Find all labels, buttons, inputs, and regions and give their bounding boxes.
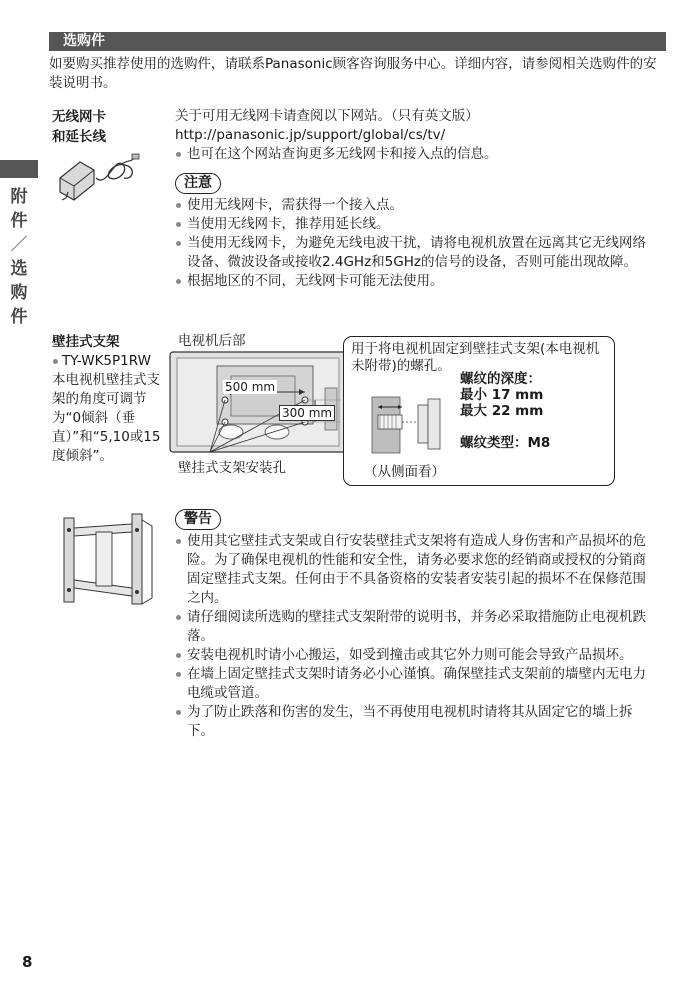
wall-bracket-illustration [56, 510, 156, 610]
caution-bullet: 当使用无线网卡，推荐用延长线。 [175, 215, 655, 234]
warning-bullet: 为了防止跌落和伤害的发生，当不再使用电视机时请将其从固定它的墙上拆下。 [175, 703, 650, 741]
intro-text: 如要购买推荐使用的选购件，请联系Panasonic顾客咨询服务中心。详细内容，请参阅相关选购件的安装说明书。 [49, 56, 657, 91]
side-label [0, 185, 38, 329]
section-title: 选购件 [63, 33, 105, 49]
side-view-label: （从侧面看） [364, 464, 445, 480]
depth-min: 最小 17 mm [460, 387, 544, 403]
section-header [49, 32, 666, 51]
bracket-label: 壁挂式支架 [52, 334, 120, 350]
side-label-char: 件 [10, 307, 28, 327]
bracket-info [52, 332, 170, 466]
warning-bullet: 在墙上固定壁挂式支架时请务必小心谨慎。确保壁挂式支架前的墙壁内无电力电缆或管道。 [175, 665, 650, 703]
warning-label: 警告 [175, 509, 221, 530]
screw-type: 螺纹类型：M8 [460, 435, 551, 451]
caution-bullet: 使用无线网卡，需获得一个接入点。 [175, 196, 655, 215]
depth-max: 最大 22 mm [460, 403, 544, 419]
callout-title: 用于将电视机固定到壁挂式支架(本电视机未附带)的螺孔。 [351, 341, 600, 374]
screw-callout [343, 336, 615, 486]
caution-label: 注意 [175, 173, 221, 194]
warning-bullet: 安装电视机时请小心搬运，如受到撞击或其它外力则可能会导致产品损坏。 [175, 646, 650, 665]
side-tab-marker [0, 160, 38, 178]
wireless-label-line: 和延长线 [52, 129, 106, 145]
wireless-adapter-illustration [52, 148, 142, 206]
tv-rear-diagram [165, 348, 355, 458]
warning-bullet: 请仔细阅读所选购的壁挂式支架附带的说明书，并务必采取措施防止电视机跌落。 [175, 608, 650, 646]
wireless-content [175, 107, 655, 291]
bracket-desc: 本电视机壁挂式支架的角度可调节为“0倾斜（垂直）”和“5,10或15度倾斜”。 [52, 372, 161, 464]
warning-content [175, 508, 650, 741]
wireless-line1: 关于可用无线网卡请查阅以下网站。（只有英文版） [175, 108, 479, 124]
wireless-url: http://panasonic.jp/support/global/cs/tv/ [175, 127, 446, 143]
wireless-label-line: 无线网卡 [52, 109, 106, 125]
wireless-bullet: 也可在这个网站查询更多无线网卡和接入点的信息。 [175, 145, 655, 164]
caution-bullet: 当使用无线网卡，为避免无线电波干扰，请将电视机放置在远离其它无线网络设备、微波设备或接收2.4GHz和5GHz的信号的设备，否则可能出现故障。 [175, 234, 652, 272]
side-label-char: 件 [10, 211, 28, 231]
screw-side-diagram [370, 393, 450, 455]
dim-300-label: 300 mm [279, 405, 335, 421]
tv-rear-label: 电视机后部 [178, 333, 246, 349]
side-label-char: 购 [10, 283, 28, 303]
wireless-label [52, 107, 106, 147]
mounting-holes-label: 壁挂式支架安装孔 [178, 460, 286, 476]
side-label-char: 附 [10, 187, 28, 207]
side-label-char: 选 [10, 259, 28, 279]
warning-bullet: 使用其它壁挂式支架或自行安装壁挂式支架将有造成人身伤害和产品损坏的危险。为了确保电视机的性能和安全性，请务必要求您的经销商或授权的分销商固定壁挂式支架。任何由于不具备资格的安装者安装引起的损坏不在保修范围之内。 [175, 532, 650, 608]
depth-label: 螺纹的深度： [460, 371, 541, 387]
bracket-model: TY-WK5P1RW [52, 352, 170, 371]
side-label-char: ／ [10, 235, 28, 255]
page-number: 8 [22, 953, 33, 971]
dim-500-label: 500 mm [225, 380, 276, 394]
caution-bullet: 根据地区的不同，无线网卡可能无法使用。 [175, 272, 655, 291]
